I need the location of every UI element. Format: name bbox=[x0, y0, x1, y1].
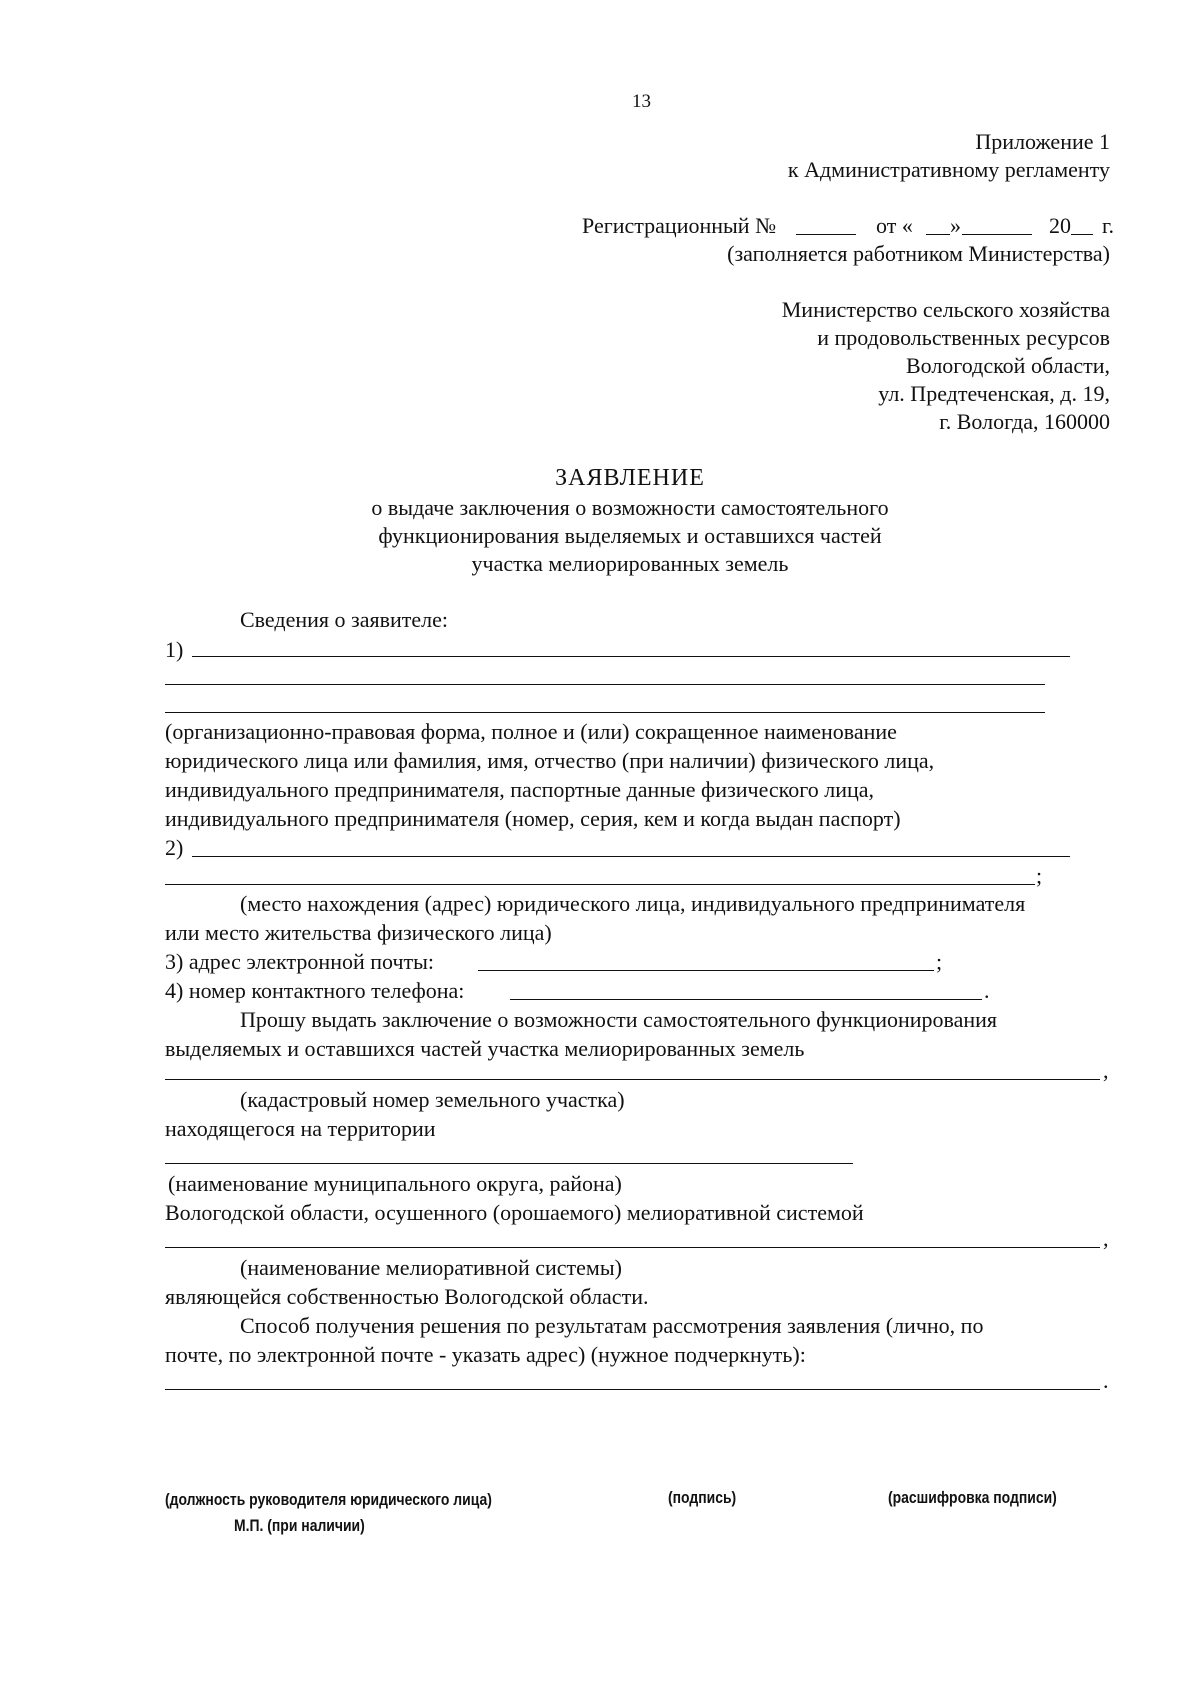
addressee-line-4: ул. Предтеченская, д. 19, bbox=[878, 381, 1110, 406]
applicant-name-hint-3: индивидуального предпринимателя, паспортные данные физического лица, bbox=[165, 777, 875, 802]
signature-sign: (подпись) bbox=[668, 1488, 737, 1507]
addressee-line-5: г. Вологда, 160000 bbox=[939, 409, 1110, 434]
delivery-line-1: Способ получения решения по результатам рассмотрения заявления (лично, по bbox=[240, 1313, 984, 1338]
addressee-line-2: и продовольственных ресурсов bbox=[817, 325, 1110, 350]
delivery-method-field[interactable] bbox=[165, 1389, 1100, 1390]
registration-from: от « bbox=[876, 213, 913, 238]
registration-number-blank[interactable] bbox=[796, 234, 856, 235]
applicant-phone-end: . bbox=[984, 978, 990, 1003]
applicant-name-hint-4: индивидуального предпринимателя (номер, серия, кем и когда выдан паспорт) bbox=[165, 806, 901, 831]
cadastral-comma: , bbox=[1103, 1058, 1109, 1083]
appendix-line-1: Приложение 1 bbox=[975, 129, 1110, 154]
applicant-name-hint-2: юридического лица или фамилия, имя, отчество (при наличии) физического лица, bbox=[165, 748, 935, 773]
applicant-name-blank-2[interactable] bbox=[165, 684, 1045, 685]
melioration-comma: , bbox=[1103, 1226, 1109, 1251]
applicant-heading: Сведения о заявителе: bbox=[240, 607, 449, 632]
applicant-address-blank-2[interactable] bbox=[165, 884, 1035, 885]
applicant-address-end: ; bbox=[1036, 863, 1043, 888]
page-number: 13 bbox=[632, 91, 651, 112]
applicant-item-1-number: 1) bbox=[165, 637, 184, 662]
applicant-address-blank-1[interactable] bbox=[192, 856, 1070, 857]
applicant-address-hint-2: или место жительства физического лица) bbox=[165, 920, 552, 945]
melioration-hint: (наименование мелиоративной системы) bbox=[240, 1255, 622, 1280]
cadastral-hint: (кадастровый номер земельного участка) bbox=[240, 1087, 625, 1112]
request-line-2: выделяемых и оставшихся частей участка мелиорированных земель bbox=[165, 1036, 805, 1061]
registration-month-blank[interactable] bbox=[962, 234, 1032, 235]
registration-year-prefix: 20 bbox=[1049, 213, 1071, 238]
applicant-phone-field[interactable] bbox=[510, 999, 982, 1000]
applicant-email-field[interactable] bbox=[478, 970, 934, 971]
applicant-name-hint-1: (организационно-правовая форма, полное и (или) сокращенное наименование bbox=[165, 719, 897, 744]
registration-year-suffix: г. bbox=[1102, 213, 1115, 238]
region-line: Вологодской области, осушенного (орошаемого) мелиоративной системой bbox=[165, 1200, 864, 1225]
applicant-phone-label: 4) номер контактного телефона: bbox=[165, 978, 465, 1003]
municipal-district-field[interactable] bbox=[165, 1163, 853, 1164]
registration-quote-close: » bbox=[950, 213, 961, 238]
applicant-name-blank-3[interactable] bbox=[165, 712, 1045, 713]
addressee-line-3: Вологодской области, bbox=[905, 353, 1110, 378]
registration-day-blank[interactable] bbox=[926, 234, 950, 235]
applicant-email-end: ; bbox=[936, 949, 943, 974]
addressee-line-1: Министерство сельского хозяйства bbox=[781, 297, 1110, 322]
applicant-email-label: 3) адрес электронной почты: bbox=[165, 949, 435, 974]
applicant-name-blank-1[interactable] bbox=[192, 656, 1070, 657]
delivery-line-2: почте, по электронной почте - указать адрес) (нужное подчеркнуть): bbox=[165, 1342, 806, 1367]
registration-label: Регистрационный № bbox=[582, 213, 777, 238]
document-title: ЗАЯВЛЕНИЕ bbox=[555, 465, 705, 491]
document-subtitle-1: о выдаче заключения о возможности самостоятельного bbox=[371, 495, 889, 520]
delivery-end: . bbox=[1103, 1368, 1109, 1393]
melioration-system-field[interactable] bbox=[165, 1247, 1100, 1248]
registration-note: (заполняется работником Министерства) bbox=[727, 241, 1110, 266]
signature-position: (должность руководителя юридического лица) bbox=[165, 1490, 492, 1509]
cadastral-number-field[interactable] bbox=[165, 1079, 1100, 1080]
registration-year-blank[interactable] bbox=[1071, 234, 1093, 235]
located-text: находящегося на территории bbox=[165, 1116, 436, 1141]
signature-decode: (расшифровка подписи) bbox=[888, 1488, 1057, 1507]
appendix-line-2: к Административному регламенту bbox=[787, 157, 1110, 182]
applicant-address-hint-1: (место нахождения (адрес) юридического лица, индивидуального предпринимателя bbox=[240, 891, 1026, 916]
applicant-item-2-number: 2) bbox=[165, 835, 184, 860]
document-subtitle-2: функционирования выделяемых и оставшихся частей bbox=[378, 523, 882, 548]
document-subtitle-3: участка мелиорированных земель bbox=[471, 551, 789, 576]
municipal-hint: (наименование муниципального округа, района) bbox=[168, 1171, 622, 1196]
request-line-1: Прошу выдать заключение о возможности самостоятельного функционирования bbox=[240, 1007, 998, 1032]
ownership-text: являющейся собственностью Вологодской области. bbox=[165, 1284, 649, 1309]
signature-stamp: М.П. (при наличии) bbox=[234, 1516, 365, 1535]
